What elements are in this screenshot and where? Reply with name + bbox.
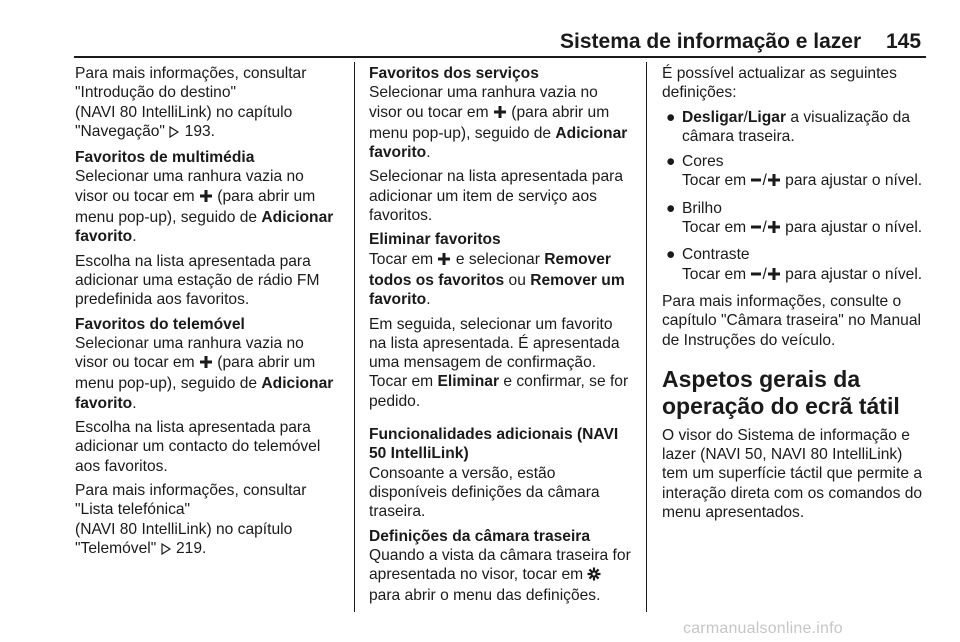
paragraph: Consoante a versão, estão disponíveis definições da câmara traseira. — [369, 464, 600, 521]
text: Selecionar uma ranhura vazia no visor ou tocar em — [369, 84, 598, 121]
paragraph — [369, 250, 631, 310]
text: ou — [508, 271, 526, 289]
text: para abrir o menu das definições. — [369, 587, 601, 605]
list-item — [662, 199, 924, 240]
column-3 — [662, 64, 924, 527]
page-number: 145 — [886, 30, 922, 53]
minus-icon — [750, 220, 762, 239]
paragraph — [369, 83, 631, 162]
text: Selecionar uma ranhura vazia no visor ou tocar em — [75, 334, 304, 372]
section-heading: Favoritos dos serviços — [369, 65, 539, 82]
section-heading: Funcionalidades adicionais (NAVI 50 IntelliLink) — [369, 426, 619, 463]
column-1 — [75, 64, 337, 565]
text: "Introdução do destino" — [75, 84, 237, 102]
menu-option-label: Adicionar favorito — [369, 124, 628, 162]
paragraph — [369, 315, 631, 411]
text: Para mais informações, consultar — [75, 65, 307, 82]
page-reference-arrow-icon — [161, 541, 172, 560]
section-heading: Definições da câmara traseira — [369, 527, 591, 545]
text: Tocar em — [682, 172, 747, 190]
text: / — [743, 108, 748, 126]
text: Tocar em — [682, 265, 747, 283]
menu-option-label: Remover um favorito — [369, 271, 625, 309]
setting-option: Ligar — [747, 108, 787, 126]
text: . — [426, 291, 431, 309]
setting-option: Desligar — [682, 108, 744, 126]
gear-icon — [587, 567, 601, 586]
plus-icon — [767, 220, 781, 239]
plus-icon — [767, 267, 781, 286]
paragraph: Escolha na lista apresentada para adicionar uma estação de rádio FM predefinida aos favoritos. — [75, 252, 320, 309]
menu-option-label: Adicionar favorito — [75, 209, 334, 246]
text: Em seguida, selecionar um favorito na lista apresentada. É apresentada uma mensagem de confirmação. Tocar em — [369, 315, 620, 391]
plus-icon — [437, 252, 451, 271]
list-item — [662, 108, 924, 147]
watermark: carmanualsonline.info — [683, 620, 843, 637]
plus-icon — [199, 189, 213, 208]
column-divider — [646, 62, 647, 612]
paragraph: É possível actualizar as seguintes definições: — [662, 65, 897, 102]
text: "Telemóvel" — [75, 539, 157, 557]
menu-option-label: Eliminar — [437, 373, 500, 391]
text: "Lista telefónica" — [75, 501, 191, 519]
text: / — [762, 265, 767, 283]
paragraph — [369, 546, 631, 606]
text: (para abrir um menu pop-up), seguido de — [75, 187, 316, 227]
text: . — [132, 394, 137, 412]
text: . — [132, 228, 137, 246]
paragraph: Selecionar na lista apresentada para adicionar um item de serviço aos favoritos. — [369, 168, 623, 225]
bullet-dot: ● — [666, 153, 676, 171]
plus-icon — [767, 173, 781, 192]
paragraph: Escolha na lista apresentada para adicionar um contacto do telemóvel aos favoritos. — [75, 419, 321, 475]
text: e confirmar, se for pedido. — [369, 373, 629, 410]
text: / — [762, 219, 767, 237]
text: (para abrir um menu pop-up), seguido de — [75, 354, 316, 393]
section-heading: Favoritos do telemóvel — [75, 315, 245, 333]
plus-icon — [493, 105, 507, 124]
text: (NAVI 80 IntelliLink) no capítulo — [75, 520, 293, 538]
text: Para mais informações, consultar — [75, 481, 307, 499]
adjust-instruction — [682, 265, 924, 286]
section-heading: Favoritos de multimédia — [75, 149, 255, 167]
text: para ajustar o nível. — [785, 172, 923, 190]
paragraph — [75, 481, 337, 560]
bullet-dot: ● — [666, 199, 676, 217]
minus-icon — [750, 267, 762, 286]
section-heading: Eliminar favoritos — [369, 231, 501, 249]
minus-icon — [750, 173, 762, 192]
bullet-dot: ● — [666, 108, 676, 126]
page-title: Sistema de informação e lazer — [560, 30, 862, 53]
text: Tocar em — [369, 250, 434, 268]
setting-name: Contraste — [682, 246, 750, 264]
paragraph: Para mais informações, consulte o capítulo "Câmara traseira" no Manual de Instruções do veículo. — [662, 292, 921, 349]
column-2 — [369, 64, 631, 611]
list-item — [662, 245, 924, 286]
text: / — [762, 172, 767, 190]
section-title: Aspetos gerais da operação do ecrã tátil — [662, 365, 900, 419]
text: . — [426, 144, 431, 162]
paragraph: O visor do Sistema de informação e lazer (NAVI 50, NAVI 80 IntelliLink) tem um superfície táctil que permite a interação direta com os comandos do menu apresentados. — [662, 426, 923, 522]
page-reference[interactable]: 219. — [175, 539, 207, 557]
page-reference-arrow-icon — [169, 124, 180, 143]
paragraph — [75, 167, 337, 246]
text: Quando a vista da câmara traseira for apresentada no visor, tocar em — [369, 546, 631, 584]
text: e selecionar — [455, 250, 540, 268]
text: (NAVI 80 IntelliLink) no capítulo — [75, 103, 293, 121]
page-reference[interactable]: 193. — [184, 122, 216, 140]
adjust-instruction — [682, 218, 924, 239]
text: Selecionar uma ranhura vazia no visor ou tocar em — [75, 168, 304, 205]
header-rule — [74, 56, 926, 58]
adjust-instruction — [682, 171, 924, 192]
menu-option-label: Adicionar favorito — [75, 375, 334, 412]
text: Tocar em — [682, 219, 747, 237]
bullet-dot: ● — [666, 246, 676, 264]
plus-icon — [199, 355, 213, 374]
text: "Navegação" — [75, 122, 165, 140]
text: a visualização da câmara traseira. — [682, 108, 910, 145]
menu-option-label: Remover todos os favoritos — [369, 250, 612, 289]
setting-name: Cores — [682, 153, 724, 171]
paragraph — [75, 64, 337, 143]
text: para ajustar o nível. — [785, 219, 923, 237]
setting-name: Brilho — [682, 199, 722, 217]
list-item — [662, 152, 924, 193]
text: para ajustar o nível. — [785, 265, 923, 283]
column-divider — [354, 62, 355, 612]
paragraph — [75, 334, 337, 413]
text: (para abrir um menu pop-up), seguido de — [369, 103, 610, 142]
